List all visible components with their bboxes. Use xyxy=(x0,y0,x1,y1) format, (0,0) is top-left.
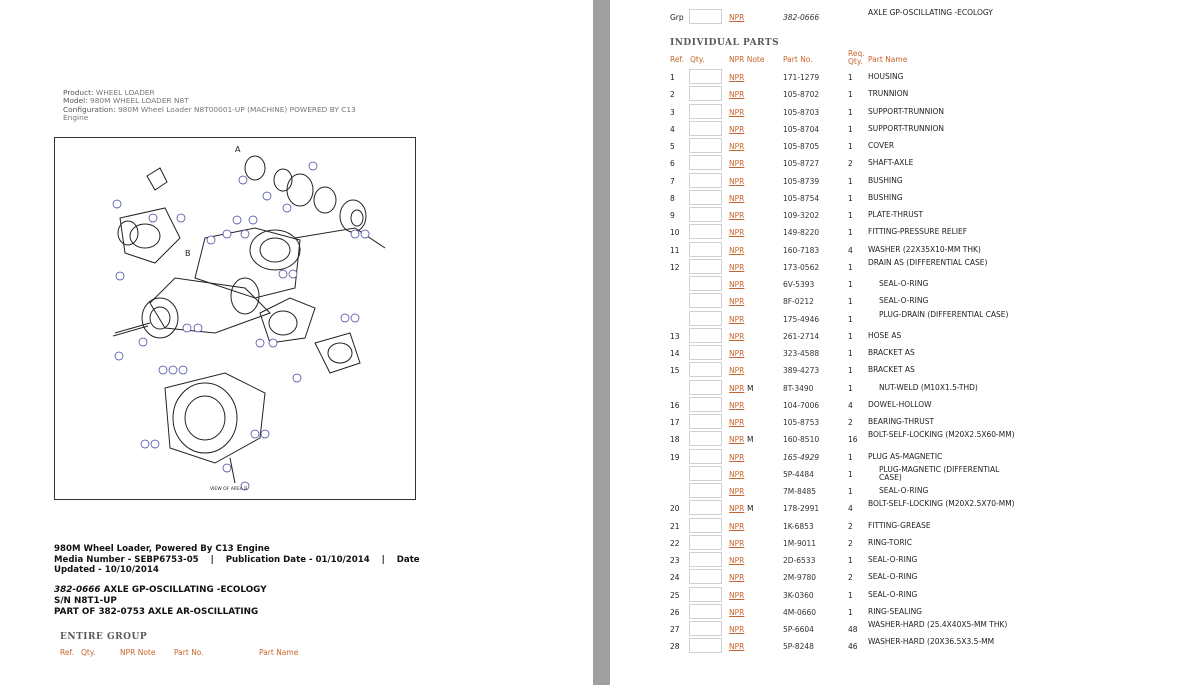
row-req-qty: 1 xyxy=(848,193,853,203)
row-ref: 18 xyxy=(670,435,680,445)
table-row xyxy=(610,414,1200,431)
row-part-no: 5P-6604 xyxy=(783,625,814,634)
row-ref: 5 xyxy=(670,142,675,151)
entire-group-title: ENTIRE GROUP xyxy=(60,632,148,642)
row-part-no: 149-8220 xyxy=(783,228,820,238)
row-ref: 12 xyxy=(670,262,680,272)
part-name-header: Part Name xyxy=(868,55,908,64)
table-row xyxy=(610,190,1200,207)
table-row xyxy=(610,569,1200,586)
table-row xyxy=(610,449,1200,466)
row-part-name: HOSE AS xyxy=(868,330,902,340)
row-req-qty: 16 xyxy=(848,435,858,445)
row-part-name: RING-TORIC xyxy=(868,537,913,547)
row-part-no: 178-2991 xyxy=(783,504,820,514)
row-qty-input[interactable] xyxy=(689,397,722,412)
row-ref: 27 xyxy=(670,625,680,634)
row-req-qty: 1 xyxy=(848,228,853,238)
row-part-no: 8T-3490 xyxy=(783,383,814,393)
row-qty-input[interactable] xyxy=(689,362,722,377)
row-req-qty: 1 xyxy=(848,590,853,600)
row-npr-link[interactable]: NPR xyxy=(729,176,745,186)
row-qty-input[interactable] xyxy=(689,621,722,636)
row-ref: 10 xyxy=(670,228,680,238)
row-ref: 11 xyxy=(670,245,680,255)
row-part-name: DOWEL-HOLLOW xyxy=(868,399,932,409)
parts-diagram xyxy=(54,137,416,500)
model-value: 980M WHEEL LOADER N8T xyxy=(90,96,189,106)
row-part-no: 5P-4484 xyxy=(783,469,814,479)
row-npr-link[interactable]: NPR xyxy=(729,521,745,531)
product-value: WHEEL LOADER xyxy=(95,88,155,97)
left-page xyxy=(0,0,593,685)
group-info xyxy=(54,585,267,618)
row-req-qty: 1 xyxy=(848,487,853,496)
row-req-qty: 1 xyxy=(848,556,853,565)
row-req-qty: 1 xyxy=(848,73,853,82)
row-qty-input[interactable] xyxy=(689,207,722,222)
row-npr-link[interactable]: NPR xyxy=(729,262,745,272)
row-npr-link[interactable]: NPR xyxy=(729,487,745,496)
individual-parts-title: INDIVIDUAL PARTS xyxy=(670,38,780,48)
row-npr-link[interactable]: NPR xyxy=(729,193,745,203)
row-req-qty: 1 xyxy=(848,607,853,617)
row-npr-link[interactable]: NPR xyxy=(729,556,745,565)
row-ref: 6 xyxy=(670,159,675,169)
row-part-name: SUPPORT-TRUNNION xyxy=(868,123,945,133)
row-npr-note: M xyxy=(747,435,754,445)
row-npr-link[interactable]: NPR xyxy=(729,452,745,462)
row-part-name: SEAL-O-RING xyxy=(868,555,918,564)
view-caption: VIEW OF AREA B xyxy=(210,487,248,492)
row-ref: 3 xyxy=(670,107,675,117)
row-req-qty: 1 xyxy=(848,211,853,220)
row-req-qty: 1 xyxy=(848,107,853,117)
row-part-name: SEAL-O-RING xyxy=(868,589,918,599)
table-row xyxy=(610,69,1200,86)
row-req-qty: 2 xyxy=(848,573,853,583)
row-ref: 22 xyxy=(670,538,680,548)
row-npr-link[interactable]: NPR xyxy=(729,538,745,548)
row-part-no: 2M-9780 xyxy=(783,573,817,583)
table-row xyxy=(610,587,1200,604)
row-part-name: SEAL-O-RING xyxy=(879,486,929,495)
row-npr-link[interactable]: NPR xyxy=(729,625,745,634)
row-part-no: 105-8703 xyxy=(783,107,820,117)
row-part-no: 173-0562 xyxy=(783,262,820,272)
row-part-no: 105-8727 xyxy=(783,159,820,169)
part-no-header: Part No. xyxy=(783,55,813,64)
row-npr-link[interactable]: NPR xyxy=(729,245,745,255)
row-req-qty: 4 xyxy=(848,245,853,255)
row-part-no: 105-8705 xyxy=(783,142,820,151)
table-row xyxy=(610,466,1200,483)
row-part-name: RING-SEALING xyxy=(868,606,922,616)
row-part-name: PLATE-THRUST xyxy=(868,210,924,219)
row-req-qty: 1 xyxy=(848,280,853,289)
table-row xyxy=(610,155,1200,172)
row-npr-note: M xyxy=(747,504,754,514)
row-npr-link[interactable]: NPR xyxy=(729,73,745,82)
table-row xyxy=(610,518,1200,535)
table-row xyxy=(610,121,1200,138)
req-qty-header: Req. Qty. xyxy=(848,49,865,66)
row-ref: 14 xyxy=(670,349,680,358)
row-part-name: FITTING-PRESSURE RELIEF xyxy=(868,227,968,237)
configuration-label: Configuration: xyxy=(63,104,116,114)
table-row xyxy=(610,621,1200,638)
row-part-name: WASHER-HARD (25.4X40X5-MM THK) xyxy=(868,620,1008,629)
row-qty-input[interactable] xyxy=(689,500,722,515)
row-qty-input[interactable] xyxy=(689,224,722,239)
row-part-name: COVER xyxy=(868,141,895,150)
row-req-qty: 1 xyxy=(848,469,853,479)
table-row xyxy=(610,380,1200,397)
row-ref: 13 xyxy=(670,331,680,341)
row-ref: 23 xyxy=(670,556,680,565)
row-part-no: 105-8702 xyxy=(783,90,820,100)
configuration-value: 980M Wheel Loader N8T00001-UP (MACHINE) POWERED BY C13 Engine xyxy=(63,104,356,123)
row-part-no: 104-7006 xyxy=(783,400,820,410)
row-ref: 20 xyxy=(670,504,680,514)
table-row xyxy=(610,259,1200,276)
row-part-no: 2D-6533 xyxy=(783,556,816,565)
row-qty-input[interactable] xyxy=(689,380,722,395)
row-npr-link[interactable]: NPR xyxy=(729,590,745,600)
row-npr-link[interactable]: NPR xyxy=(729,469,745,479)
table-row xyxy=(610,362,1200,379)
row-ref: 16 xyxy=(670,400,680,410)
label-b: B xyxy=(185,249,191,258)
eg-ref-header: Ref. xyxy=(60,648,74,657)
row-npr-link[interactable]: NPR xyxy=(729,349,745,358)
row-npr-link[interactable]: NPR xyxy=(729,607,745,617)
row-req-qty: 4 xyxy=(848,400,853,410)
table-row xyxy=(610,207,1200,224)
table-row xyxy=(610,311,1200,328)
row-part-no: 160-8510 xyxy=(783,435,820,445)
row-part-name: BRACKET AS xyxy=(868,365,915,375)
row-ref: 9 xyxy=(670,211,675,220)
row-part-name: WASHER-HARD (20X36.5X3.5-MM xyxy=(868,637,995,647)
row-req-qty: 1 xyxy=(848,297,853,307)
table-row xyxy=(610,535,1200,552)
row-part-no: 165-4929 xyxy=(783,452,820,462)
row-part-name: PLUG-MAGNETIC (DIFFERENTIAL CASE) xyxy=(879,464,1000,483)
row-npr-link[interactable]: NPR xyxy=(729,124,745,134)
row-part-no: 261-2714 xyxy=(783,331,820,341)
row-req-qty: 48 xyxy=(848,625,858,634)
row-part-name: WASHER (22X35X10-MM THK) xyxy=(868,244,981,254)
group-part-of: PART OF 382-0753 AXLE AR-OSCILLATING xyxy=(54,607,259,617)
row-req-qty: 2 xyxy=(848,418,853,427)
table-row xyxy=(610,638,1200,655)
row-req-qty: 2 xyxy=(848,538,853,548)
row-part-name: HOUSING xyxy=(868,72,904,81)
table-row xyxy=(610,104,1200,121)
row-req-qty: 1 xyxy=(848,176,853,186)
row-npr-link[interactable]: NPR xyxy=(729,331,745,341)
row-part-name: BEARING-THRUST xyxy=(868,417,935,426)
row-req-qty: 2 xyxy=(848,521,853,531)
row-req-qty: 1 xyxy=(848,314,853,324)
row-part-no: 105-8739 xyxy=(783,176,820,186)
row-part-name: TRUNNION xyxy=(868,89,909,99)
product-label: Product: xyxy=(63,88,94,97)
row-npr-link[interactable]: NPR xyxy=(729,142,745,151)
row-ref: 8 xyxy=(670,193,675,203)
row-qty-input[interactable] xyxy=(689,293,722,308)
row-part-no: 1K-6853 xyxy=(783,521,814,531)
publication-info xyxy=(54,544,434,576)
row-ref: 7 xyxy=(670,176,675,186)
grp-npr-link[interactable]: NPR xyxy=(729,13,745,22)
grp-label: Grp xyxy=(670,13,684,22)
row-npr-link[interactable]: NPR xyxy=(729,314,745,324)
row-qty-input[interactable] xyxy=(689,345,722,360)
row-npr-note: M xyxy=(747,383,754,393)
row-qty-input[interactable] xyxy=(689,69,722,84)
row-qty-input[interactable] xyxy=(689,518,722,533)
table-row xyxy=(610,173,1200,190)
row-npr-link[interactable]: NPR xyxy=(729,366,745,376)
row-qty-input[interactable] xyxy=(689,242,722,257)
row-part-no: 3K-0360 xyxy=(783,590,814,600)
exploded-axle-diagram xyxy=(55,138,415,499)
row-qty-input[interactable] xyxy=(689,466,722,481)
row-part-name: NUT-WELD (M10X1.5-THD) xyxy=(879,382,978,392)
row-part-name: SEAL-O-RING xyxy=(868,572,918,582)
row-req-qty: 1 xyxy=(848,349,853,358)
table-row xyxy=(610,242,1200,259)
table-row xyxy=(610,138,1200,155)
row-npr-link[interactable]: NPR xyxy=(729,573,745,583)
row-part-no: 4M-0660 xyxy=(783,607,817,617)
row-qty-input[interactable] xyxy=(689,449,722,464)
group-part-no: 382-0666 xyxy=(54,585,101,595)
eg-qty-header: Qty. xyxy=(81,648,96,657)
row-part-no: 1M-9011 xyxy=(783,538,817,548)
table-row xyxy=(610,604,1200,621)
row-qty-input[interactable] xyxy=(689,569,722,584)
table-row xyxy=(610,328,1200,345)
label-a: A xyxy=(235,145,241,154)
row-qty-input[interactable] xyxy=(689,276,722,291)
row-qty-input[interactable] xyxy=(689,638,722,653)
row-npr-link[interactable]: NPR xyxy=(729,90,745,100)
npr-note-header: NPR Note xyxy=(729,55,765,64)
table-row xyxy=(610,276,1200,293)
row-ref: 2 xyxy=(670,90,675,100)
row-part-no: 109-3202 xyxy=(783,211,820,220)
pub-line-2: Media Number - SEBP6753-05 | Publication Date - 01/10/2014 | Date xyxy=(54,554,420,565)
model-label: Model: xyxy=(63,96,88,106)
right-page xyxy=(610,0,1200,685)
table-row xyxy=(610,345,1200,362)
row-ref: 1 xyxy=(670,73,675,82)
product-info xyxy=(63,89,363,123)
row-qty-input[interactable] xyxy=(689,414,722,429)
row-qty-input[interactable] xyxy=(689,587,722,602)
row-part-name: BUSHING xyxy=(868,175,903,185)
row-req-qty: 1 xyxy=(848,142,853,151)
row-part-no: 6V-5393 xyxy=(783,280,815,289)
row-part-no: 8F-0212 xyxy=(783,297,814,307)
row-qty-input[interactable] xyxy=(689,535,722,550)
row-ref: 15 xyxy=(670,366,680,376)
row-part-no: 175-4946 xyxy=(783,314,820,324)
row-req-qty: 1 xyxy=(848,124,853,134)
row-req-qty: 1 xyxy=(848,262,853,272)
row-npr-link[interactable]: NPR xyxy=(729,107,745,117)
row-part-name: SHAFT-AXLE xyxy=(868,158,914,168)
row-part-no: 5P-8248 xyxy=(783,642,814,652)
row-npr-link[interactable]: NPR xyxy=(729,642,745,652)
row-qty-input[interactable] xyxy=(689,104,722,119)
row-npr-link[interactable]: NPR xyxy=(729,159,745,169)
row-npr-link[interactable]: NPR xyxy=(729,504,745,514)
eg-part-name-header: Part Name xyxy=(259,648,299,657)
row-npr-link[interactable]: NPR xyxy=(729,297,745,307)
row-part-no: 105-8704 xyxy=(783,124,820,134)
row-req-qty: 1 xyxy=(848,383,853,393)
row-npr-link[interactable]: NPR xyxy=(729,383,745,393)
row-part-name: SEAL-O-RING xyxy=(879,296,929,306)
row-npr-link[interactable]: NPR xyxy=(729,280,745,289)
row-npr-link[interactable]: NPR xyxy=(729,228,745,238)
row-req-qty: 2 xyxy=(848,159,853,169)
row-npr-link[interactable]: NPR xyxy=(729,418,745,427)
pub-line-3: Updated - 10/10/2014 xyxy=(54,565,159,575)
row-qty-input[interactable] xyxy=(689,311,722,326)
grp-name: AXLE GP-OSCILLATING -ECOLOGY xyxy=(868,8,993,17)
row-part-name: DRAIN AS (DIFFERENTIAL CASE) xyxy=(868,257,988,267)
row-qty-input[interactable] xyxy=(689,155,722,170)
row-npr-link[interactable]: NPR xyxy=(729,400,745,410)
row-ref: 25 xyxy=(670,590,680,600)
row-npr-link[interactable]: NPR xyxy=(729,435,745,445)
row-part-name: PLUG-DRAIN (DIFFERENTIAL CASE) xyxy=(879,309,1009,319)
row-req-qty: 4 xyxy=(848,504,853,514)
row-qty-input[interactable] xyxy=(689,173,722,188)
grp-part-no: 382-0666 xyxy=(783,13,820,22)
row-ref: 17 xyxy=(670,418,680,427)
qty-header: Qty. xyxy=(690,55,705,64)
row-qty-input[interactable] xyxy=(689,86,722,101)
group-sn: S/N N8T1-UP xyxy=(54,596,117,606)
row-qty-input[interactable] xyxy=(689,431,722,446)
grp-row xyxy=(610,9,1200,26)
table-row xyxy=(610,500,1200,517)
table-row xyxy=(610,483,1200,500)
row-req-qty: 1 xyxy=(848,452,853,462)
row-ref: 24 xyxy=(670,573,680,583)
row-part-no: 105-8753 xyxy=(783,418,820,427)
row-npr-link[interactable]: NPR xyxy=(729,211,745,220)
row-req-qty: 1 xyxy=(848,366,853,376)
row-part-no: 7M-8485 xyxy=(783,487,817,496)
group-title: AXLE GP-OSCILLATING -ECOLOGY xyxy=(103,585,267,595)
row-ref: 19 xyxy=(670,452,680,462)
row-qty-input[interactable] xyxy=(689,328,722,343)
eg-npr-note-header: NPR Note xyxy=(120,648,156,657)
row-part-name: SUPPORT-TRUNNION xyxy=(868,106,945,116)
ref-header: Ref. xyxy=(670,55,684,64)
row-qty-input[interactable] xyxy=(689,483,722,498)
row-req-qty: 1 xyxy=(848,331,853,341)
row-qty-input[interactable] xyxy=(689,138,722,153)
row-part-name: FITTING-GREASE xyxy=(868,520,931,530)
row-part-name: BOLT-SELF-LOCKING (M20X2.5X60-MM) xyxy=(868,430,1015,440)
row-part-name: SEAL-O-RING xyxy=(879,279,929,288)
row-qty-input[interactable] xyxy=(689,604,722,619)
eg-part-no-header: Part No. xyxy=(174,648,204,657)
row-qty-input[interactable] xyxy=(689,259,722,274)
row-qty-input[interactable] xyxy=(689,190,722,205)
pub-line-1: 980M Wheel Loader, Powered By C13 Engine xyxy=(54,544,270,554)
row-part-name: PLUG AS-MAGNETIC xyxy=(868,451,943,461)
table-row xyxy=(610,397,1200,414)
table-row xyxy=(610,86,1200,103)
row-req-qty: 1 xyxy=(848,90,853,100)
row-part-name: BRACKET AS xyxy=(868,348,915,357)
row-ref: 28 xyxy=(670,642,680,652)
table-row xyxy=(610,293,1200,310)
row-part-no: 389-4273 xyxy=(783,366,820,376)
row-req-qty: 46 xyxy=(848,642,858,652)
row-part-no: 160-7183 xyxy=(783,245,820,255)
row-part-name: BOLT-SELF-LOCKING (M20X2.5X70-MM) xyxy=(868,499,1015,509)
table-row xyxy=(610,552,1200,569)
table-row xyxy=(610,431,1200,448)
row-part-name: BUSHING xyxy=(868,192,903,202)
row-ref: 21 xyxy=(670,521,680,531)
row-part-no: 105-8754 xyxy=(783,193,820,203)
row-qty-input[interactable] xyxy=(689,552,722,567)
row-part-no: 323-4588 xyxy=(783,349,820,358)
table-row xyxy=(610,224,1200,241)
row-ref: 4 xyxy=(670,124,675,134)
row-qty-input[interactable] xyxy=(689,121,722,136)
row-ref: 26 xyxy=(670,607,680,617)
row-part-no: 171-1279 xyxy=(783,73,820,82)
grp-qty-input[interactable] xyxy=(689,9,722,24)
